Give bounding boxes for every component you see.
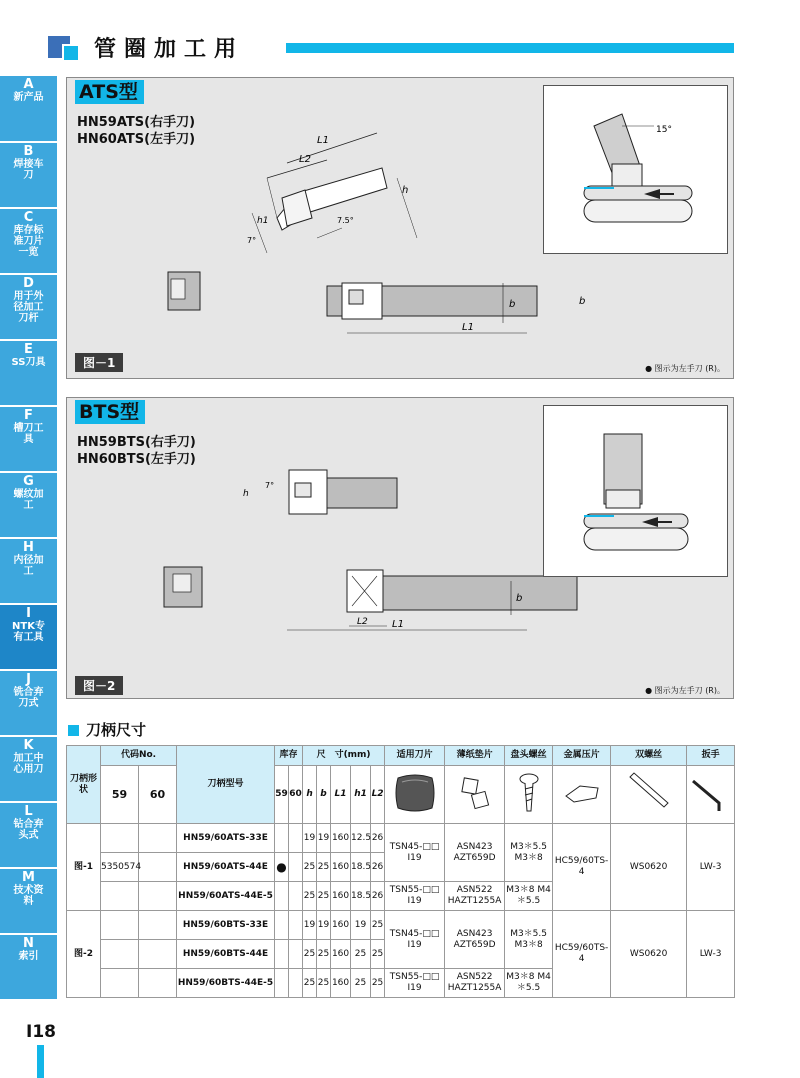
row-h: 25	[303, 853, 317, 882]
page-number: I18	[26, 1022, 56, 1042]
figure1-end-view	[167, 271, 201, 311]
header-dim-l2: L2	[371, 766, 385, 824]
sidebar-tab-a[interactable]	[0, 76, 57, 141]
header-code-60: 60	[139, 766, 177, 824]
sidebar-tab-k[interactable]	[0, 737, 57, 801]
figure1-inset-angle: 15°	[656, 125, 672, 135]
figure1-model-left: HN60ATS(左手刀)	[77, 132, 196, 147]
figure2-model-right: HN59BTS(右手刀)	[77, 435, 196, 450]
header-screw: 盘头螺丝	[505, 746, 553, 766]
header-dim-b: b	[317, 766, 331, 824]
row-stock: ●	[275, 853, 289, 882]
row-insert: TSN55-□□ I19	[385, 882, 445, 911]
screw-image-cell	[505, 766, 553, 824]
tab-letter: N	[23, 936, 34, 951]
header-insert: 适用刀片	[385, 746, 445, 766]
figure2-note: ● 图示为左手刀 (R)。	[645, 686, 725, 695]
table-row	[67, 824, 735, 853]
row-model: HN59/60ATS-33E	[177, 824, 275, 853]
header-dim-h: h	[303, 766, 317, 824]
header-wrench: 扳手	[687, 746, 735, 766]
row-insert: TSN45-□□ I19	[385, 824, 445, 882]
row-model: HN59/60BTS-44E-5	[177, 969, 275, 998]
row-screw: M3＊8 M4＊5.5	[505, 882, 553, 911]
tab-letter: G	[23, 474, 34, 489]
figure1-label: 图－1	[75, 353, 123, 372]
row-double-screw: WS0620	[611, 824, 687, 911]
double-screw-image-cell	[611, 766, 687, 824]
row-b: 19	[317, 911, 331, 940]
clamp-icon	[560, 778, 604, 808]
tab-label: 内径加工	[13, 555, 44, 577]
figure2-dim-l1: L1	[392, 619, 404, 630]
row-l2: 26	[371, 882, 385, 911]
sidebar-tab-l[interactable]	[0, 803, 57, 867]
sidebar-tab-f[interactable]	[0, 407, 57, 471]
header-double-screw: 双螺丝	[611, 746, 687, 766]
tab-letter: I	[26, 606, 31, 621]
row-model: HN59/60ATS-44E-5	[177, 882, 275, 911]
row-l2: 25	[371, 940, 385, 969]
header-square-light	[62, 44, 80, 62]
section-title: 刀柄尺寸	[86, 721, 147, 739]
figure2-panel	[66, 397, 734, 699]
page-title: 管圈加工用	[94, 37, 245, 62]
figure1-inset	[543, 85, 728, 254]
sidebar-tab-m[interactable]	[0, 869, 57, 933]
figure2-inset	[543, 405, 728, 577]
header-shim: 薄纸垫片	[445, 746, 505, 766]
sidebar-tab-d[interactable]	[0, 275, 57, 339]
row-insert: TSN45-□□ I19	[385, 911, 445, 969]
tab-letter: C	[23, 210, 34, 225]
header-code-59: 59	[101, 766, 139, 824]
figure1-dim-l1-side: L1	[462, 322, 474, 333]
row-h: 25	[303, 882, 317, 911]
figure2-b-dimension	[507, 581, 531, 615]
figure2-label: 图－2	[75, 676, 123, 695]
sidebar-tab-e[interactable]	[0, 341, 57, 405]
row-wrench: LW-3	[687, 911, 735, 998]
header-stock: 库存	[275, 746, 303, 766]
figure1-panel	[66, 77, 734, 379]
figure2-top-view	[289, 470, 397, 514]
figure2-dim-h: h	[243, 489, 249, 499]
tab-letter: M	[22, 870, 35, 885]
tab-letter: E	[24, 342, 33, 357]
figure1-angle-a: 7°	[247, 236, 257, 245]
tab-label: 螺纹加工	[13, 489, 44, 511]
row-b: 25	[317, 882, 331, 911]
row-l1: 160	[331, 882, 351, 911]
header-dimensions: 尺 寸(mm)	[303, 746, 385, 766]
header-stock-60: 60	[289, 766, 303, 824]
header-shape: 刀柄形状	[67, 746, 101, 824]
page-number-bar	[37, 1045, 44, 1078]
sidebar-tab-h[interactable]	[0, 539, 57, 603]
header-dim-h1: h1	[351, 766, 371, 824]
row-b: 25	[317, 940, 331, 969]
header-stock-59: 59	[275, 766, 289, 824]
header-model: 刀柄型号	[177, 746, 275, 824]
row-screw: M3＊5.5 M3＊8	[505, 911, 553, 969]
tab-label: 钻合弃头式	[13, 819, 44, 841]
insert-icon	[392, 770, 438, 816]
figure2-model-left: HN60BTS(左手刀)	[77, 452, 196, 467]
double-screw-icon	[624, 771, 674, 815]
tab-letter: D	[23, 276, 34, 291]
row-h1: 19	[351, 911, 371, 940]
figure2-dim-b: b	[516, 593, 523, 604]
tab-label: SS刀具	[11, 357, 46, 368]
row-b: 19	[317, 824, 331, 853]
row-h1: 25	[351, 940, 371, 969]
sidebar-tab-n[interactable]	[0, 935, 57, 999]
row-shim: ASN423 AZT659D	[445, 911, 505, 969]
tab-letter: F	[24, 408, 33, 423]
row-l1: 160	[331, 969, 351, 998]
row-shape-fig1: 图-1	[67, 824, 101, 911]
figure1-model-right: HN59ATS(右手刀)	[77, 115, 196, 130]
row-clamp: HC59/60TS-4	[553, 911, 611, 998]
row-screw: M3＊5.5 M3＊8	[505, 824, 553, 882]
row-b: 25	[317, 969, 331, 998]
tab-label: NTK专有工具	[12, 621, 45, 643]
figure2-angle-a: 7°	[265, 481, 275, 490]
tab-label: 加工中心用刀	[13, 753, 44, 775]
clamp-image-cell	[553, 766, 611, 824]
row-h: 19	[303, 911, 317, 940]
tab-label: 焊接车刀	[13, 159, 44, 181]
row-code-59: 5350574	[101, 853, 139, 882]
figure2-drawing	[237, 458, 517, 638]
tab-label: 库存标准刀片一览	[13, 225, 44, 258]
table-header-row-2	[67, 766, 735, 824]
row-double-screw: WS0620	[611, 911, 687, 998]
figure2-inset-drawing	[544, 406, 727, 576]
insert-image-cell	[385, 766, 445, 824]
tab-letter: L	[24, 804, 33, 819]
table-header-row-1	[67, 746, 735, 766]
figure1-b-dimension	[499, 283, 529, 323]
tab-letter: A	[23, 77, 34, 92]
tab-letter: K	[23, 738, 34, 753]
table-row	[67, 911, 735, 940]
screw-icon	[514, 771, 544, 815]
figure1-angle-b: 7.5°	[337, 216, 354, 225]
figure2-end-view	[163, 566, 203, 608]
row-h1: 18.5	[351, 853, 371, 882]
tab-label: 用于外径加工刀杆	[13, 291, 44, 324]
row-h1: 18.5	[351, 882, 371, 911]
row-stock	[289, 882, 303, 911]
row-l1: 160	[331, 940, 351, 969]
row-model: HN59/60ATS-44E	[177, 853, 275, 882]
header-dim-l1: L1	[331, 766, 351, 824]
row-l1: 160	[331, 911, 351, 940]
row-h1: 25	[351, 969, 371, 998]
figure2-l1-dimension	[287, 616, 527, 638]
row-screw: M3＊8 M4＊5.5	[505, 969, 553, 998]
row-h: 25	[303, 969, 317, 998]
tab-label: 新产品	[13, 92, 44, 103]
figure1-note: ● 图示为左手刀 (R)。	[645, 364, 725, 373]
section-square	[68, 725, 79, 736]
wrench-icon	[689, 771, 733, 815]
tab-label: 索引	[18, 951, 39, 962]
row-stock	[289, 824, 303, 853]
row-clamp: HC59/60TS-4	[553, 824, 611, 911]
tab-label: 槽刀工具	[13, 423, 44, 445]
figure1-top-view	[252, 133, 417, 253]
row-wrench: LW-3	[687, 824, 735, 911]
tab-letter: B	[23, 144, 34, 159]
row-l2: 26	[371, 824, 385, 853]
sidebar-tab-c[interactable]	[0, 209, 57, 273]
row-shim: ASN423 AZT659D	[445, 824, 505, 882]
row-l1: 160	[331, 824, 351, 853]
figure1-dim-b: b	[579, 296, 586, 307]
row-l2: 25	[371, 911, 385, 940]
row-h: 25	[303, 940, 317, 969]
row-h1: 12.5	[351, 824, 371, 853]
row-h: 19	[303, 824, 317, 853]
header-code: 代码No.	[101, 746, 177, 766]
tab-label: 铣合弃刀式	[13, 687, 44, 709]
figure1-drawing	[227, 118, 586, 368]
figure1-type-title: ATS型	[75, 80, 144, 104]
row-shape-fig2: 图-2	[67, 911, 101, 998]
figure1-dim-l1-top: L1	[317, 135, 329, 146]
tab-letter: J	[26, 672, 31, 687]
header-bar	[286, 43, 734, 53]
tab-letter: H	[23, 540, 34, 555]
header-clamp: 金属压片	[553, 746, 611, 766]
sidebar-tab-g[interactable]	[0, 473, 57, 537]
row-l2: 26	[371, 853, 385, 882]
figure2-dim-l2: L2	[357, 617, 368, 627]
tab-label: 技术资料	[13, 885, 44, 907]
row-shim: ASN522 HAZT1255A	[445, 882, 505, 911]
wrench-image-cell	[687, 766, 735, 824]
row-b: 25	[317, 853, 331, 882]
row-model: HN59/60BTS-33E	[177, 911, 275, 940]
shim-icon	[455, 773, 495, 813]
figure2-type-title: BTS型	[75, 400, 145, 424]
figure1-dim-h1: h1	[257, 216, 269, 226]
figure1-b-label: b	[509, 299, 516, 310]
row-insert: TSN55-□□ I19	[385, 969, 445, 998]
figure1-inset-drawing	[544, 86, 727, 253]
row-l2: 25	[371, 969, 385, 998]
figure1-dim-l2: L2	[299, 154, 311, 165]
sidebar-tab-i[interactable]	[0, 605, 57, 669]
sidebar-tab-b[interactable]	[0, 143, 57, 207]
row-shim: ASN522 HAZT1255A	[445, 969, 505, 998]
row-model: HN59/60BTS-44E	[177, 940, 275, 969]
row-l1: 160	[331, 853, 351, 882]
sidebar-tab-j[interactable]	[0, 671, 57, 735]
figure1-dim-h: h	[402, 185, 409, 196]
holder-dimension-table	[66, 745, 735, 998]
shim-image-cell	[445, 766, 505, 824]
